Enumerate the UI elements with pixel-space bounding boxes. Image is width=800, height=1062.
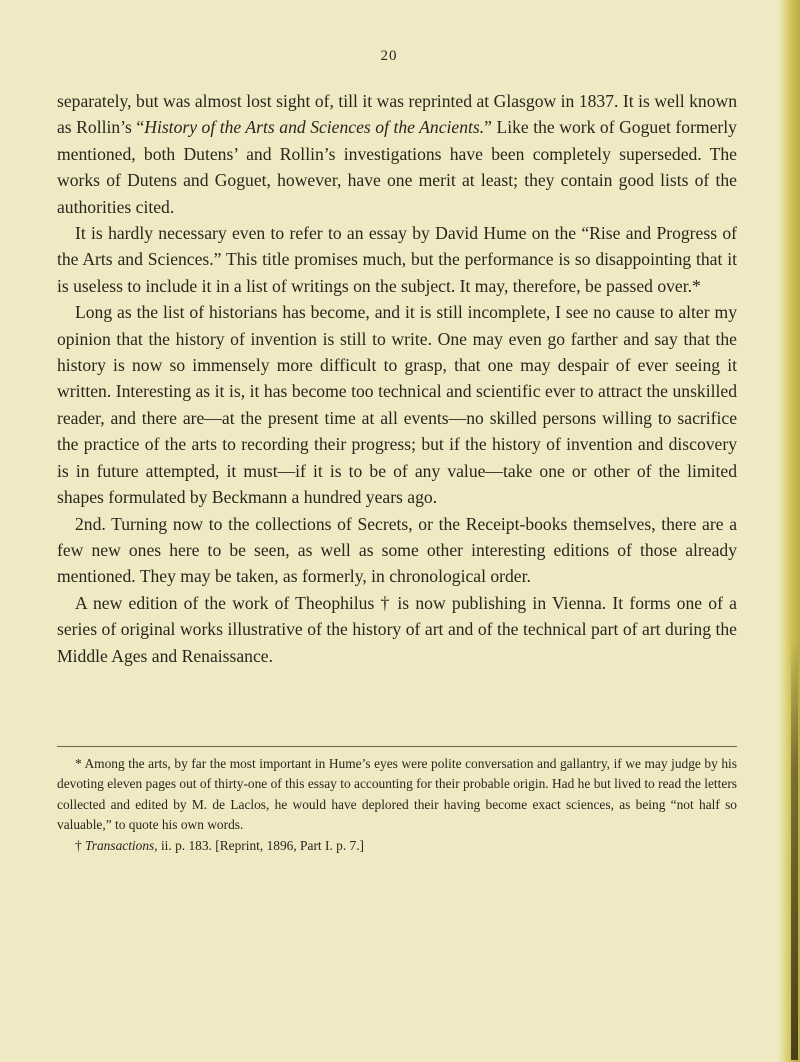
paragraph-3: Long as the list of historians has become, and it is still incomplete, I see no cause to alter my opinion that the history of invention is still to write. One may even go farther and say that the history is now so immensely more difficult to grasp, that one may despair of ever seeing it written. Interesting as it is, it has become too technical and scientific ever to attract the unskilled reader, and there are—at the present time at all events—no skilled persons willing to sacrifice the practice of the arts to recording their progress; but if the history of invention and discovery is in future attempted, it must—if it is to be of any value—take one or other of the limited shapes formulated by Beckmann a hundred years ago. xyxy=(57,302,737,508)
footnote-dagger xyxy=(57,836,737,856)
main-text xyxy=(57,88,737,669)
paragraph-1-text-b: ” Like the work of Goguet formerly mentioned, both Dutens’ and Rollin’s investigations have been completely superseded. The works of Dutens and Goguet, however, have one merit at least; they contain good lists of the authorities cited. xyxy=(57,117,737,217)
dagger-mark: † xyxy=(75,837,86,853)
paragraph-5: A new edition of the work of Theophilus † is now publishing in Vienna. It forms one of a series of original works illustrative of the history of art and of the technical part of art during the Middle Ages and Renaissance. xyxy=(57,592,737,666)
binding-shadow xyxy=(791,640,798,1060)
page-number: 20 xyxy=(380,48,398,64)
paragraph-1-text-a: separately, but was almost lost sight of, till it was reprinted at Glasgow in 1837. It is well known as Rollin’s “ xyxy=(57,91,737,138)
footnote-dagger-rest: , ii. p. 183. [Reprint, 1896, Part I. p. 7.] xyxy=(154,837,365,853)
transactions-italic: Transactions xyxy=(85,837,155,853)
footnotes xyxy=(57,754,737,856)
paragraph-1 xyxy=(57,88,737,220)
paragraph-4: 2nd. Turning now to the collections of Secrets, or the Receipt-books themselves, there are a few new ones here to be seen, as well as some other interesting editions of those already mentioned. They may be taken, as formerly, in chronological order. xyxy=(57,513,737,587)
footnote-divider xyxy=(57,746,737,747)
footnote-star: * Among the arts, by far the most important in Hume’s eyes were polite conversation and gallantry, if we may judge by his devoting eleven pages out of thirty-one of this essay to accounting for their probable origin. Had he but lived to read the letters collected and edited by M. de Laclos, he would have deplored their having become exact sciences, as being “not half so valuable,” to quote his own words. xyxy=(57,756,737,833)
paragraph-2: It is hardly necessary even to refer to an essay by David Hume on the “Rise and Progress of the Arts and Sciences.” This title promises much, but the performance is so disappointing that it is useless to include it in a list of writings on the subject. It may, therefore, be passed over.* xyxy=(57,223,737,296)
book-title-italic: History of the Arts and Sciences of the Ancients. xyxy=(144,117,485,138)
